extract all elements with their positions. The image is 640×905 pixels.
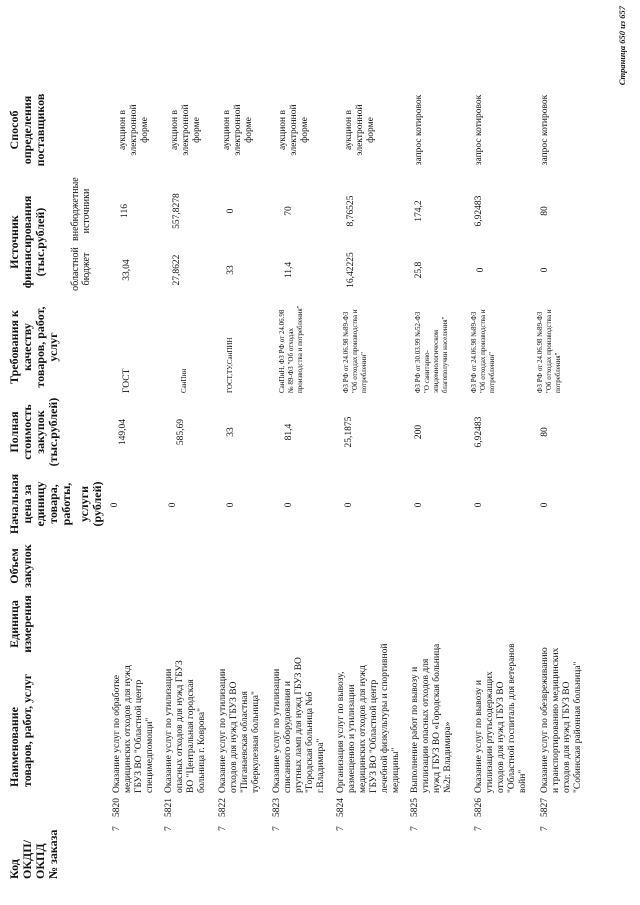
row-6-regional: 25,8 [414, 261, 424, 279]
row-2-price: 0 [168, 502, 178, 508]
row-3-requirements: ГОСТ,ТУ,СанПИН [226, 337, 234, 393]
row-5-price: 0 [344, 502, 354, 508]
header-code: Код ОКДП/ ОКПД № заказа [7, 829, 60, 879]
row-8-method: запрос котировок [540, 94, 550, 166]
row-3-regional: 33 [226, 265, 236, 275]
row-4-regional: 11,4 [284, 261, 294, 279]
row-5-name: Организация услуг по вывозу, размещению и утилизации медицинских отходов для нужд ГБУЗ ВО "Областной центр лечебной физкультуры и спортивной медицины" [336, 643, 401, 793]
row-7-offbudget: 6,92483 [474, 195, 484, 227]
row-8-offbudget: 80 [540, 206, 550, 216]
row-3-total: 33 [226, 427, 236, 437]
row-4-method: аукцион в электронной форме [278, 104, 310, 156]
row-8-code: 7 [540, 826, 550, 831]
row-7-code: 7 [474, 826, 484, 831]
row-1-offbudget: 116 [120, 204, 130, 218]
header-method: Способ определения поставщиков [7, 93, 47, 167]
row-2-order: 5821 [164, 798, 174, 817]
row-4-total: 81,4 [284, 423, 294, 441]
row-1-requirements: ГОСТ [122, 368, 132, 393]
row-7-order: 5826 [474, 798, 484, 817]
page-footer: Страница 650 из 657 [617, 6, 627, 86]
row-1-price: 0 [110, 502, 120, 508]
row-7-name: Оказание услуг по вывозу и утилизации ртутьсодержащих отходов для нужд ГБУЗ ВО "Областной госпиталь для ветеранов войн" [474, 643, 528, 793]
row-6-price: 0 [414, 502, 424, 508]
row-6-code: 7 [410, 826, 420, 831]
row-7-method: запрос котировок [474, 94, 484, 166]
row-8-regional: 0 [540, 267, 550, 273]
row-2-code: 7 [164, 826, 174, 831]
row-6-total: 200 [414, 424, 424, 440]
row-2-requirements: СанПин [180, 368, 188, 393]
row-5-order: 5824 [336, 798, 346, 817]
header-requirements: Требования к качеству товаров, работ, услуг [7, 306, 60, 388]
row-3-order: 5822 [218, 798, 228, 817]
row-7-regional: 0 [476, 267, 486, 273]
row-2-offbudget: 557,8278 [172, 193, 182, 229]
row-7-price: 0 [474, 502, 484, 508]
row-5-method: аукцион в электронной форме [344, 104, 376, 156]
row-6-order: 5825 [410, 798, 420, 817]
row-5-regional: 16,42225 [346, 252, 356, 288]
header-volume: Объем закупок [7, 544, 34, 588]
row-2-total: 585,69 [176, 418, 186, 446]
header-unit: Единица измерения [7, 595, 34, 653]
header-total: Полная стоимость закупок (тыс.рублей) [7, 397, 60, 467]
row-3-name: Оказание услуг по утилизации отходов для нужд ГБУЗ ВО "Пиганаевская областная туберкулезная больница" [218, 668, 261, 793]
header-price-unit: услуги (рублей) [77, 481, 104, 527]
row-8-order: 5827 [540, 798, 550, 817]
row-2-regional: 27,8622 [172, 254, 182, 286]
header-price: Начальная цена за единицу товара, работы, [7, 473, 73, 535]
row-5-requirements: ФЗ РФ от 24.06.98 №89-ФЗ "Об отходах производства и потреблении" [342, 309, 368, 393]
row-7-total: 6,92483 [474, 416, 484, 448]
row-6-requirements: ФЗ РФ от 30.03.99 №52-ФЗ "О санитарно-эпидемиологическом благополучии населения" [414, 311, 449, 393]
row-6-method: запрос котировок [414, 94, 424, 166]
row-4-order: 5823 [272, 798, 282, 817]
row-3-method: аукцион в электронной форме [222, 104, 254, 156]
row-5-code: 7 [336, 826, 346, 831]
row-3-code: 7 [218, 826, 228, 831]
row-1-regional: 33,04 [122, 259, 132, 281]
row-8-price: 0 [540, 502, 550, 508]
row-1-name: Оказание услуг по обработке медицинских отходов для нужд ГБУЗ ВО "Областной центр специмедпомощи" [112, 665, 155, 793]
row-1-order: 5820 [112, 798, 122, 817]
row-1-total: 149,04 [118, 418, 128, 446]
row-2-name: Оказание услуг по утилизации опасных отходов для нужд ГБУЗ ВО "Центральная городская больница г. Коврова" [164, 660, 207, 793]
row-4-name: Оказание услуг по утилизации списанного оборудования и ртутных ламп для нужд ГБУЗ ВО "Городская больница №6 г.Владимира" [272, 657, 326, 793]
row-4-code: 7 [272, 826, 282, 831]
row-4-requirements: СанПиН, ФЗ РФ от 24.06.98 № 89-ФЗ "Об отходах производства и потребления" [278, 305, 304, 393]
row-7-requirements: ФЗ РФ от 24.06.98 №89-ФЗ "Об отходах производства и потреблении" [470, 309, 496, 393]
row-3-price: 0 [226, 502, 236, 508]
header-name: Наименование товаров, работ, услуг [7, 673, 34, 787]
row-8-requirements: ФЗ РФ от 24.06.98 №89-ФЗ "Об отходах производства и потребления" [536, 309, 562, 393]
row-8-total: 80 [540, 427, 550, 437]
header-source-regional: областной бюджет [70, 247, 92, 291]
row-6-offbudget: 174,2 [414, 200, 424, 222]
header-source-offbudget: внебюджетные источники [70, 177, 92, 241]
row-4-offbudget: 70 [284, 206, 294, 216]
header-source: Источник финансирования (тыс.рублей) [7, 195, 47, 289]
row-2-method: аукцион в электронной форме [170, 104, 202, 156]
row-1-method: аукцион в электронной форме [118, 104, 150, 156]
row-5-offbudget: 8,76525 [346, 195, 356, 227]
row-4-price: 0 [284, 502, 294, 508]
row-6-name: Выполнение работ по вывозу и утилизации опасных отходов для нужд ГБУЗ ВО «Городская больница №2г. Владимира» [410, 643, 453, 793]
row-1-code: 7 [112, 826, 122, 831]
row-8-name: Оказание услуг по обезвреживанию и транспортированию медицинских отходов для нужд ГБУЗ ВО "Собинская районная больница" [540, 647, 583, 793]
row-5-total: 25,1875 [344, 416, 354, 448]
row-3-offbudget: 0 [226, 208, 236, 214]
